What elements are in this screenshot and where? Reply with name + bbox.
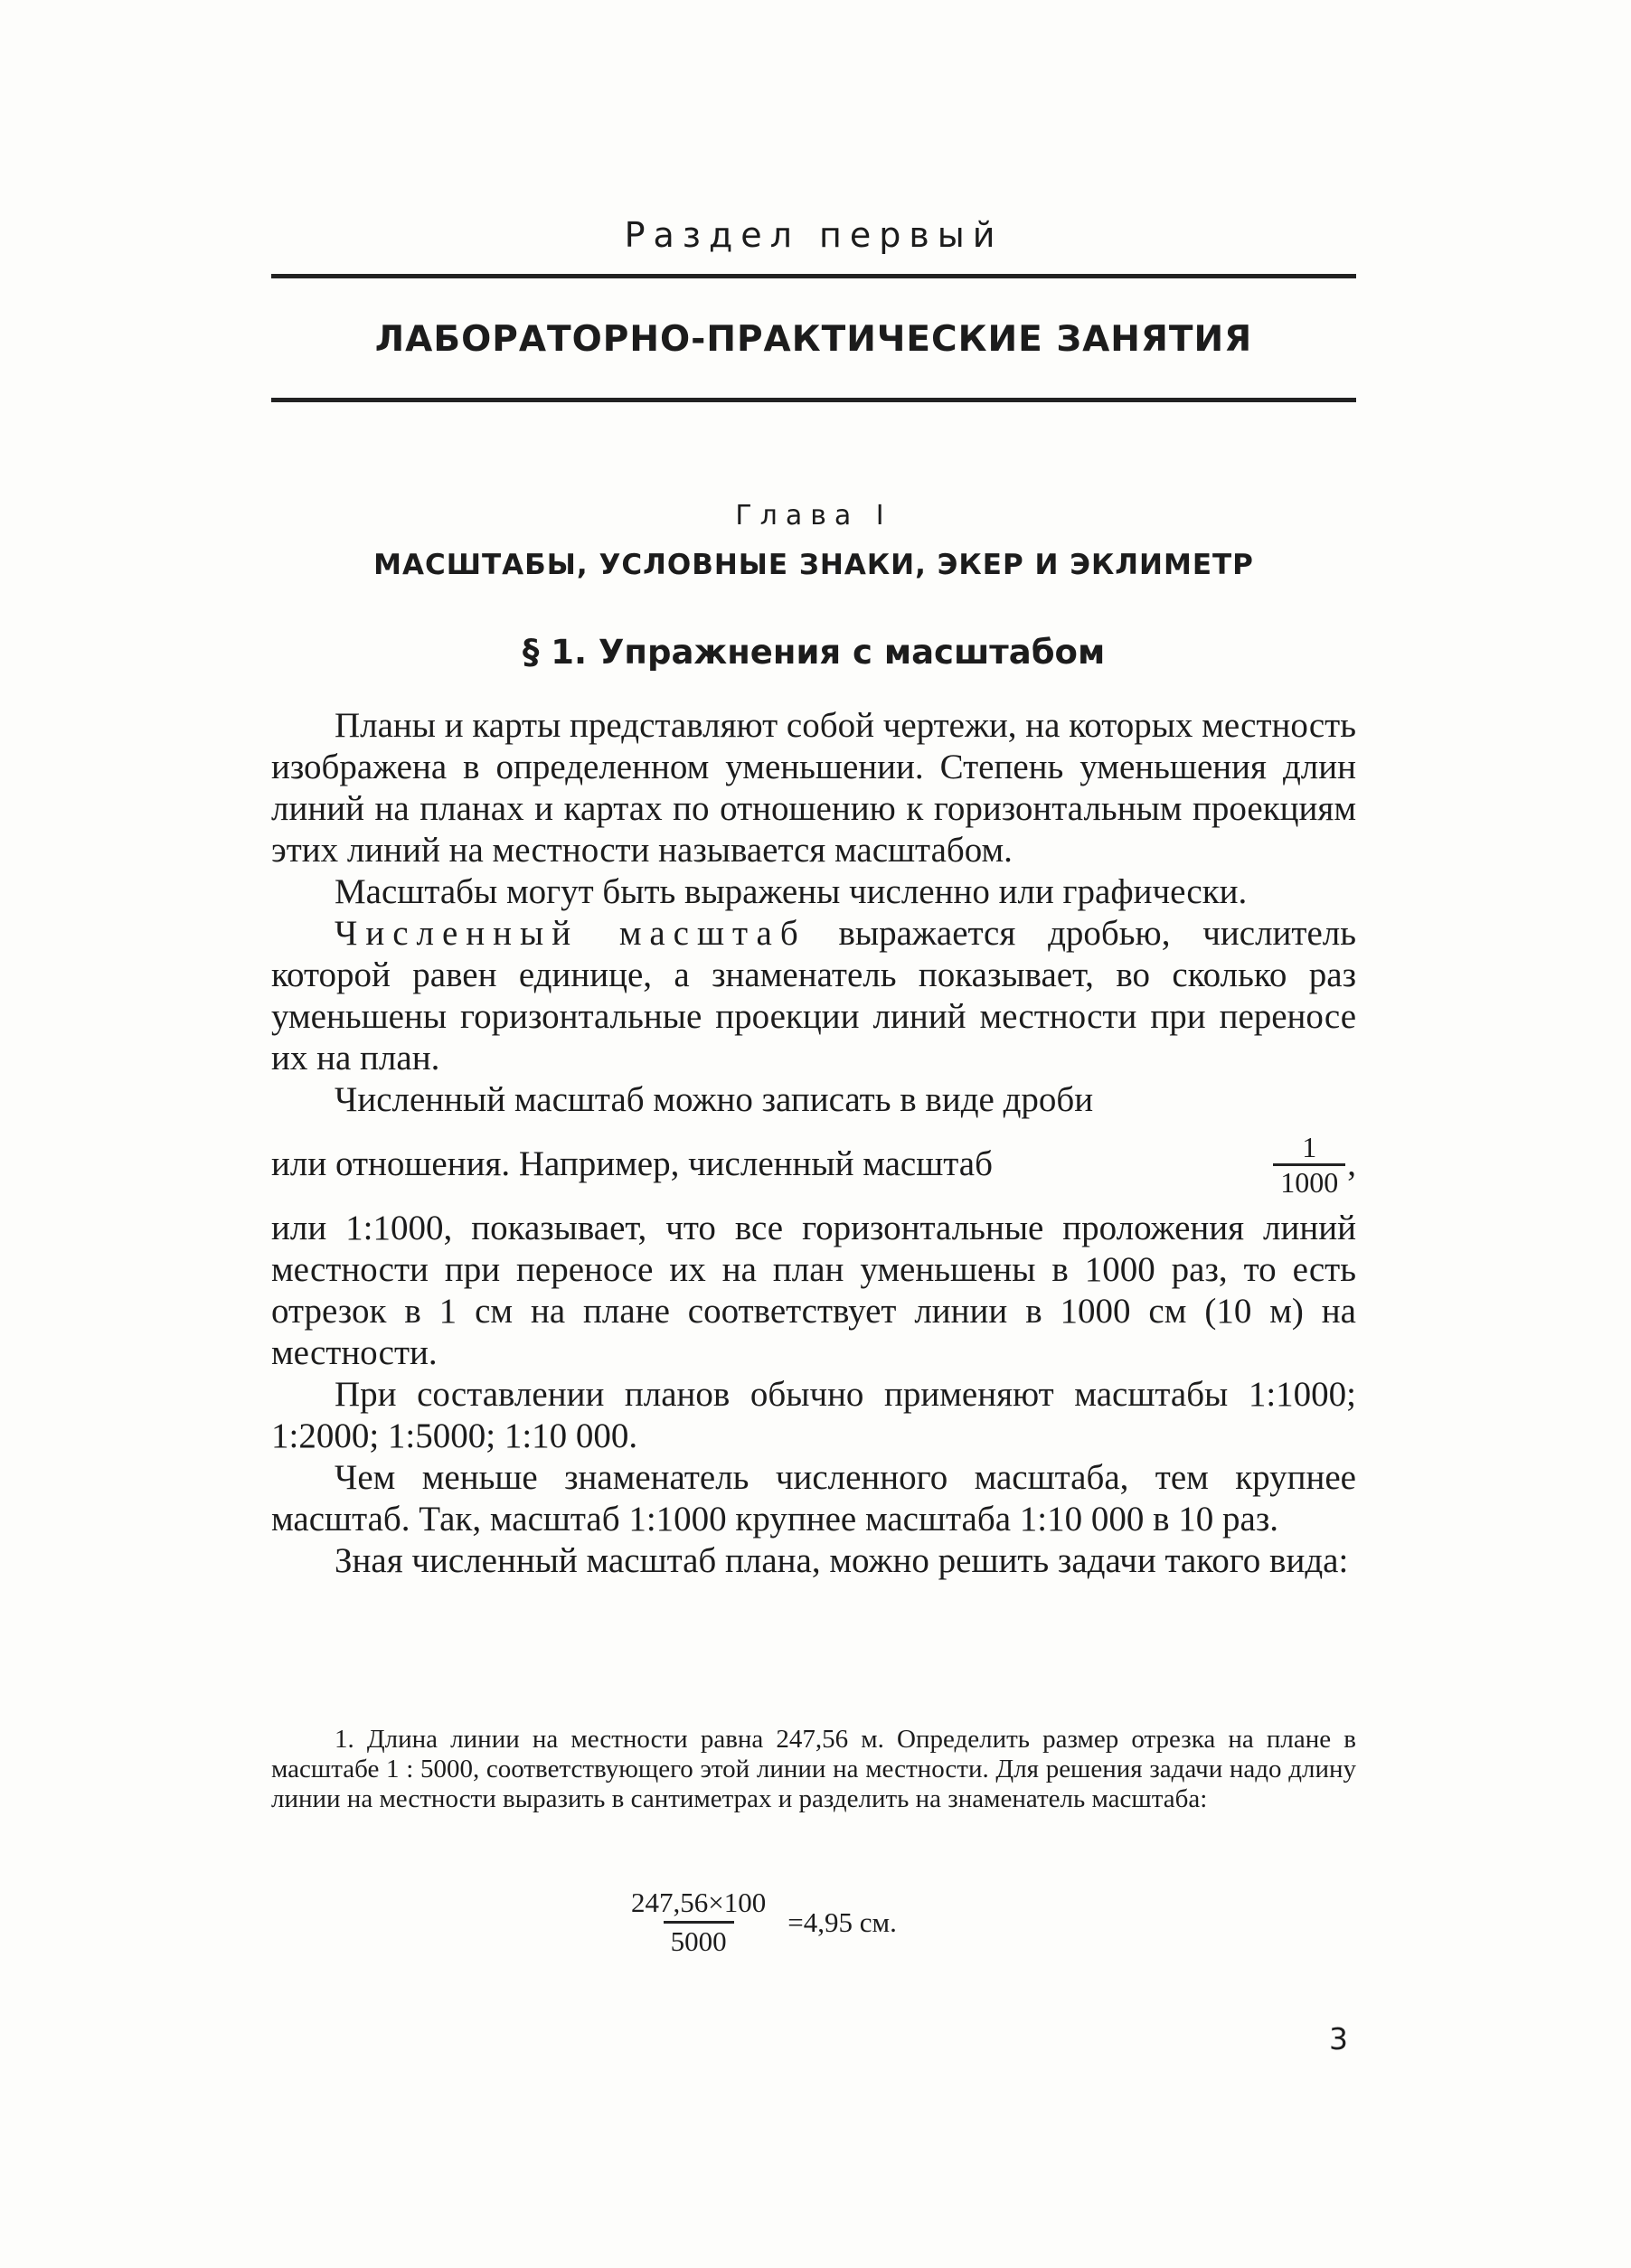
header-rule-top <box>271 274 1356 278</box>
page-number: 3 <box>1329 2021 1348 2056</box>
paragraph-4-lead: или отношения. Например, численный масштаб <box>271 1144 993 1183</box>
paragraph-4-first-line: Численный масштаб можно записать в виде дроби <box>335 1080 1094 1119</box>
paragraph-5: При составлении планов обычно применяют масштабы 1:1000; 1:2000; 1:5000; 1:10 000. <box>271 1375 1356 1455</box>
term-numeric-scale: Численный масштаб <box>335 914 806 953</box>
formula-fraction <box>622 1885 775 1960</box>
paragraph-4-rest: или 1:1000, показывает, что все горизонтальные проложения линий местности при переносе их на план уменьшены в 1000 раз, то есть отрезок в 1 см на плане соответствует линии в 1000 см (10 м) на местности. <box>271 1209 1356 1372</box>
section-title: § 1. Упражнения с масштабом <box>522 633 1106 672</box>
part-title: ЛАБОРАТОРНО-ПРАКТИЧЕСКИЕ ЗАНЯТИЯ <box>374 319 1253 360</box>
scale-fraction-denominator: 1000 <box>1273 1163 1345 1199</box>
paragraph-2: Масштабы могут быть выражены численно или графически. <box>335 872 1248 911</box>
paragraph-3 <box>271 913 1356 1079</box>
chapter-number: Глава I <box>735 500 892 532</box>
body-text <box>271 705 1356 1582</box>
formula-denominator: 5000 <box>664 1921 734 1960</box>
chapter-title: МАСШТАБЫ, УСЛОВНЫЕ ЗНАКИ, ЭКЕР И ЭКЛИМЕТР <box>373 549 1254 581</box>
fraction-line <box>271 1121 1356 1208</box>
part-label: Раздел первый <box>624 215 1004 255</box>
formula-result: =4,95 см. <box>787 1906 897 1938</box>
header-rule-bottom <box>271 398 1356 402</box>
fraction-comma: , <box>1347 1144 1356 1183</box>
paragraph-7: Зная численный масштаб плана, можно решить задачи такого вида: <box>335 1541 1349 1580</box>
scale-fraction <box>1273 1131 1345 1199</box>
paragraph-1: Планы и карты представляют собой чертежи, на которых местность изображена в определенном уменьшении. Степень уменьшения длин линий на планах и картах по отношению к горизонтальным проекциям этих линий на местности называется масштабом. <box>271 706 1356 870</box>
formula <box>622 1885 897 1960</box>
formula-numerator: 247,56×100 <box>631 1887 767 1918</box>
scale-fraction-numerator: 1 <box>1302 1130 1317 1163</box>
paragraph-6: Чем меньше знаменатель численного масштаба, тем крупнее масштаб. Так, масштаб 1:1000 крупнее масштаба 1:10 000 в 10 раз. <box>271 1458 1356 1539</box>
example-note <box>271 1725 1356 1814</box>
paragraph-3-rest: выражается дробью, числитель которой равен единице, а знаменатель показывает, во сколько раз уменьшены горизонтальные проекции линий местности при переносе их на план. <box>271 914 1356 1078</box>
example-note-text: 1. Длина линии на местности равна 247,56 м. Определить размер отрезка на плане в масштабе 1 : 5000, соответствующего этой линии на местности. Для решения задачи надо длину линии на местности выразить в сантиметрах и разделить на знаменатель масштаба: <box>271 1725 1356 1813</box>
book-page <box>271 0 1356 2268</box>
